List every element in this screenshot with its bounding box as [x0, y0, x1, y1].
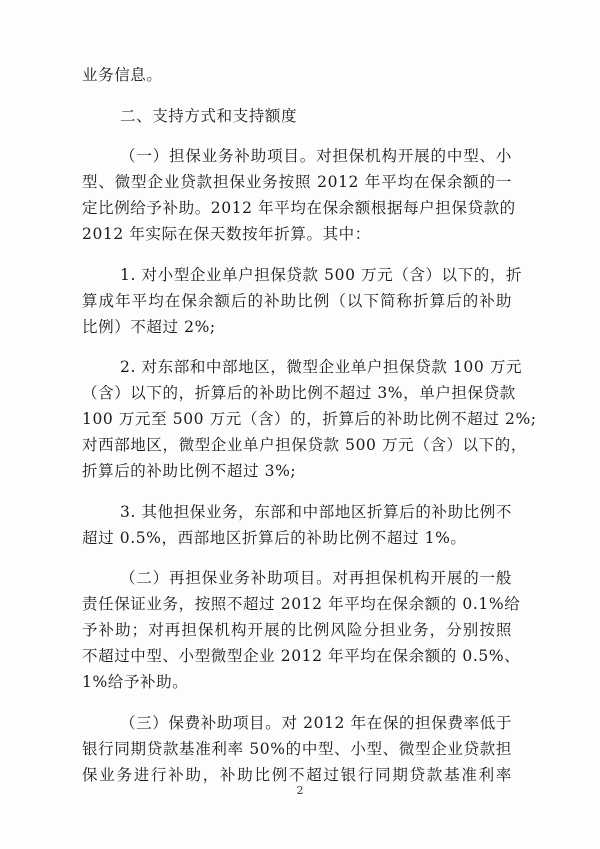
text-line: （三）保费补助项目。对 2012 年在保的担保费率低于 [120, 713, 512, 732]
text-line: 3. 其他担保业务，东部和中部地区折算后的补助比例不 [120, 502, 512, 521]
page-number: 2 [296, 784, 304, 797]
text-line: 保业务进行补助，补助比例不超过银行同期贷款基准利率 [82, 765, 512, 784]
text-line: 责任保证业务，按照不超过 2012 年平均在保余额的 0.1%给 [82, 595, 521, 613]
text-line: 2012 年实际在保天数按年折算。其中： [82, 225, 371, 243]
para-item-3 [82, 499, 512, 551]
text-line: 超过 0.5%，西部地区折算后的补助比例不超过 1%。 [82, 528, 467, 547]
text-line: 算成年平均在保余额后的补助比例（以下简称折算后的补助 [82, 291, 512, 310]
paragraph-gap [82, 247, 512, 262]
para-item-2 [82, 354, 537, 484]
text-line: 予补助；对再担保机构开展的比例风险分担业务，分别按照 [82, 621, 512, 639]
text-line: 折算后的补助比例不超过 3%; [82, 462, 297, 480]
para-guarantee-subsidy [82, 143, 516, 247]
text-line: 业务信息。 [82, 66, 163, 84]
text-line: 比例）不超过 2%; [82, 317, 216, 336]
paragraph-gap [82, 695, 512, 710]
paragraph-gap [82, 551, 512, 566]
text-line: 银行同期贷款基准利率 50%的中型、小型、微型企业贷款担 [82, 739, 512, 758]
text-line: （二）再担保业务补助项目。对再担保机构开展的一般 [120, 569, 512, 587]
text-line: 不超过中型、小型微型企业 2012 年平均在保余额的 0.5%、 [82, 647, 521, 665]
text-line: 2. 对东部和中部地区，微型企业单户担保贷款 100 万元 [120, 358, 523, 376]
paragraph-gap [82, 340, 512, 355]
text-line: 定比例给予补助。2012 年平均在保余额根据每户担保贷款的 [82, 199, 516, 217]
paragraph-gap [82, 129, 512, 144]
para-fee-subsidy [82, 710, 512, 788]
text-line: （一）担保业务补助项目。对担保机构开展的中型、小 [120, 147, 512, 165]
paragraph-gap [82, 88, 512, 103]
heading-support-methods [82, 103, 512, 129]
para-item-1 [82, 262, 523, 340]
para-continuation [82, 62, 512, 88]
paragraph-gap [82, 484, 512, 499]
text-line: 1. 对小型企业单户担保贷款 500 万元（含）以下的，折 [120, 265, 523, 284]
text-line: 对西部地区，微型企业单户担保贷款 500 万元（含）以下的， [82, 436, 527, 454]
para-reguarantee-subsidy [82, 565, 521, 695]
text-line: 100 万元至 500 万元（含）的，折算后的补助比例不超过 2%; [82, 410, 537, 428]
text-line: 型、微型企业贷款担保业务按照 2012 年平均在保余额的一 [82, 173, 512, 191]
document-body [82, 62, 537, 788]
text-line: （含）以下的，折算后的补助比例不超过 3%，单户担保贷款 [82, 384, 516, 402]
text-line: 1%给予补助。 [82, 673, 189, 691]
text-line: 二、支持方式和支持额度 [120, 106, 298, 125]
